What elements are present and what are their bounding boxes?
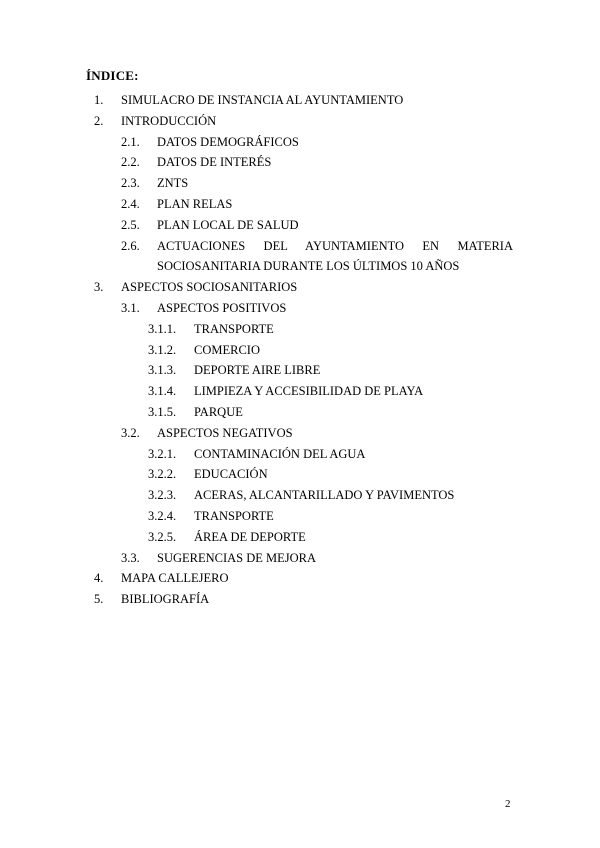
toc-entry [0, 381, 600, 402]
toc-entry-label: DATOS DEMOGRÁFICOS [157, 134, 299, 149]
toc-entry [0, 173, 600, 194]
toc-entry [0, 298, 600, 319]
toc-entry [0, 215, 600, 236]
toc-entry-number: 2.3. [121, 176, 140, 191]
toc-entry [0, 340, 600, 361]
toc-entry-number: 1. [94, 93, 104, 107]
toc-entry [0, 360, 600, 381]
toc-entry [0, 444, 600, 465]
toc-entry-label: ACERAS, ALCANTARILLADO Y PAVIMENTOS [194, 488, 455, 503]
toc-entry-label: PLAN RELAS [157, 196, 233, 211]
toc-entry-label: TRANSPORTE [194, 508, 274, 523]
toc-entry-number: 3.1.4. [148, 384, 177, 399]
toc-entry-label: MAPA CALLEJERO [121, 571, 229, 586]
toc-entry-number: 2. [94, 113, 104, 128]
toc-entry-number: 2.1. [121, 134, 140, 149]
toc-entry [0, 402, 600, 423]
toc-entry [0, 111, 600, 132]
toc-entry [0, 464, 600, 485]
toc-entry-number: 3.2.5. [148, 529, 177, 544]
toc-entry [0, 506, 600, 527]
toc-entry-label: ACTUACIONES DEL AYUNTAMIENTO EN MATERIA [157, 238, 513, 253]
toc-entry-number: 3.3. [121, 550, 140, 565]
toc-entry-number: 2.4. [121, 196, 140, 211]
toc-entry-label: ZNTS [157, 176, 189, 191]
toc-list [0, 90, 600, 610]
toc-entry-label: EDUCACIÓN [194, 467, 268, 482]
toc-entry [0, 527, 600, 548]
toc-entry-label: SUGERENCIAS DE MEJORA [157, 550, 317, 565]
toc-entry-label: SIMULACRO DE INSTANCIA AL AYUNTAMIENTO [121, 93, 404, 107]
toc-entry-label: BIBLIOGRAFÍA [121, 592, 210, 607]
toc-entry-number: 3.1.2. [148, 342, 177, 357]
toc-entry [0, 132, 600, 153]
toc-entry-number: 3. [94, 280, 104, 295]
toc-entry-number: 3.2.2. [148, 467, 177, 482]
toc-entry [0, 277, 600, 298]
toc-entry-number: 3.2.4. [148, 508, 177, 523]
toc-entry-number: 3.2. [121, 425, 140, 440]
toc-entry [0, 485, 600, 506]
toc-entry-label: CONTAMINACIÓN DEL AGUA [194, 446, 366, 461]
toc-entry-number: 3.1.3. [148, 363, 177, 378]
toc-entry-label-continuation: SOCIOSANITARIA DURANTE LOS ÚLTIMOS 10 AÑOS [157, 259, 460, 274]
toc-entry [0, 589, 600, 610]
toc-entry [0, 152, 600, 173]
toc-entry-number: 3.1.5. [148, 404, 177, 419]
toc-entry [0, 194, 600, 215]
toc-entry-label: LIMPIEZA Y ACCESIBILIDAD DE PLAYA [194, 384, 424, 399]
toc-heading: ÍNDICE: [86, 68, 139, 83]
toc-entry-label: COMERCIO [194, 342, 260, 357]
toc-entry-label: DATOS DE INTERÉS [157, 155, 272, 170]
toc-entry-label: PARQUE [194, 404, 243, 419]
toc-entry-number: 4. [94, 571, 104, 586]
toc-entry [0, 568, 600, 589]
toc-entry [0, 319, 600, 340]
toc-entry-label: ASPECTOS NEGATIVOS [157, 425, 293, 440]
toc-entry-number: 3.2.3. [148, 488, 177, 503]
toc-entry-number: 2.6. [121, 238, 140, 253]
toc-entry-number: 2.2. [121, 155, 140, 170]
page-number: 2 [505, 798, 511, 810]
toc-entry-label: PLAN LOCAL DE SALUD [157, 217, 299, 232]
toc-entry-continuation [0, 256, 600, 277]
toc-entry [0, 423, 600, 444]
toc-entry-label: ASPECTOS POSITIVOS [157, 300, 287, 315]
toc-entry-label: ASPECTOS SOCIOSANITARIOS [121, 280, 298, 295]
toc-entry-number: 2.5. [121, 217, 140, 232]
toc-entry-number: 5. [94, 592, 104, 607]
toc-entry [0, 548, 600, 569]
toc-entry-number: 3.2.1. [148, 446, 177, 461]
toc-entry [0, 90, 600, 111]
toc-entry-label: ÁREA DE DEPORTE [194, 529, 306, 544]
toc-entry-label: INTRODUCCIÓN [121, 113, 217, 128]
toc-entry-number: 3.1. [121, 300, 140, 315]
toc-entry [0, 236, 600, 257]
toc-entry-label: TRANSPORTE [194, 321, 274, 336]
toc-entry-label: DEPORTE AIRE LIBRE [194, 363, 321, 378]
toc-entry-number: 3.1.1. [148, 321, 177, 336]
